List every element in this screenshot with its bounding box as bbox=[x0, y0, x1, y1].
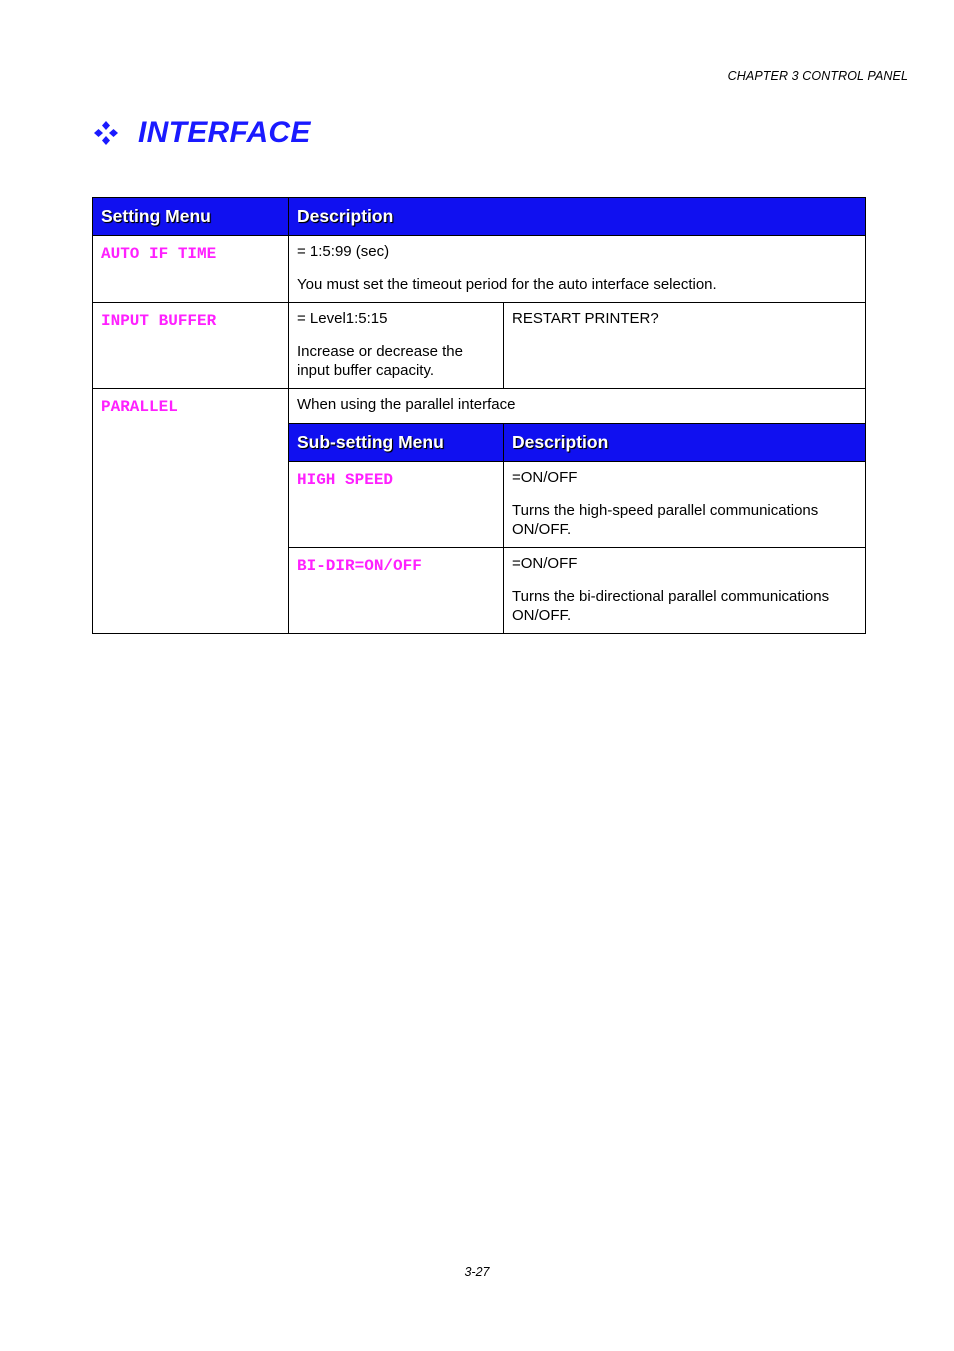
table-row-input-buffer bbox=[93, 303, 866, 389]
four-diamond-bullet-icon bbox=[93, 120, 119, 146]
description-text: Increase or decrease the input buffer capacity. bbox=[297, 343, 463, 379]
column-header-sub-description: Description bbox=[504, 424, 866, 462]
column-header-sub-setting-menu: Sub-setting Menu bbox=[289, 424, 504, 462]
description-text: Turns the bi-directional parallel communications ON/OFF. bbox=[512, 588, 830, 624]
table-row-auto-if-time bbox=[93, 236, 866, 303]
table-row-parallel bbox=[93, 389, 866, 424]
description-text: Turns the high-speed parallel communications ON/OFF. bbox=[512, 502, 819, 538]
description-auto-if-time bbox=[289, 236, 866, 303]
interface-settings-table bbox=[92, 197, 866, 634]
description-text: You must set the timeout period for the auto interface selection. bbox=[297, 276, 717, 293]
page-title: INTERFACE bbox=[138, 116, 311, 149]
setting-parallel: PARALLEL bbox=[93, 389, 289, 634]
value-text: = Level1:5:15 bbox=[297, 310, 388, 327]
column-header-description: Description bbox=[289, 198, 866, 236]
title-row bbox=[93, 116, 311, 150]
value-text: =ON/OFF bbox=[512, 469, 578, 486]
description-input-buffer bbox=[289, 303, 504, 389]
setting-input-buffer: INPUT BUFFER bbox=[93, 303, 289, 389]
sub-setting-high-speed: HIGH SPEED bbox=[289, 462, 504, 548]
note-input-buffer bbox=[504, 303, 866, 389]
column-header-setting-menu: Setting Menu bbox=[93, 198, 289, 236]
running-header: CHAPTER 3 CONTROL PANEL bbox=[727, 69, 908, 83]
value-text: = 1:5:99 (sec) bbox=[297, 243, 390, 260]
table-header-row bbox=[93, 198, 866, 236]
sub-description-high-speed bbox=[504, 462, 866, 548]
sub-setting-bi-dir: BI-DIR=ON/OFF bbox=[289, 548, 504, 634]
page-number: 3-27 bbox=[464, 1265, 490, 1279]
sub-description-bi-dir bbox=[504, 548, 866, 634]
setting-auto-if-time: AUTO IF TIME bbox=[93, 236, 289, 303]
description-parallel bbox=[289, 389, 866, 424]
restart-note: RESTART PRINTER? bbox=[512, 310, 659, 327]
value-text: =ON/OFF bbox=[512, 555, 578, 572]
description-text: When using the parallel interface bbox=[297, 396, 516, 413]
